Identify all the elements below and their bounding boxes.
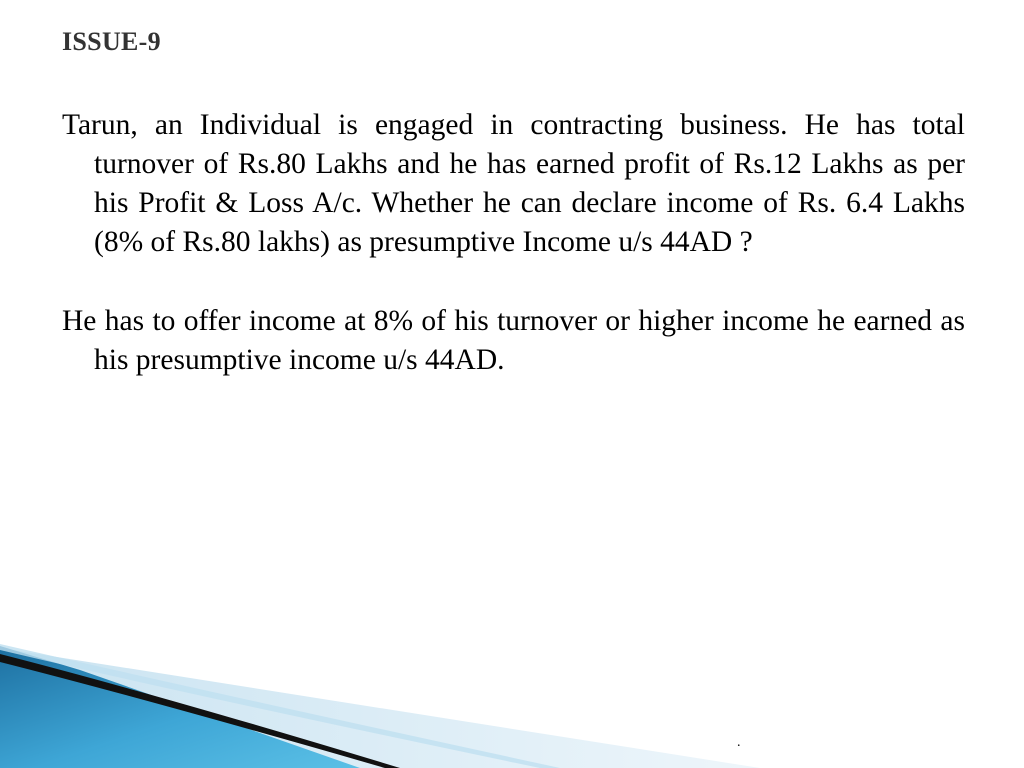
slide-body xyxy=(62,106,965,380)
decorative-swoosh xyxy=(0,600,1024,768)
slide-title: ISSUE-9 xyxy=(62,27,161,56)
answer-paragraph: He has to offer income at 8% of his turnover or higher income he earned as his presumptive income u/s 44AD. xyxy=(62,305,965,376)
footer-mark: . xyxy=(737,735,741,750)
question-paragraph: Tarun, an Individual is engaged in contracting business. He has total turnover of Rs.80 Lakhs and he has earned profit of Rs.12 Lakhs as per his Profit & Loss A/c. Whether he can declare income of Rs. 6.4 Lakhs (8% of Rs.80 lakhs) as presumptive Income u/s 44AD ? xyxy=(62,109,965,258)
